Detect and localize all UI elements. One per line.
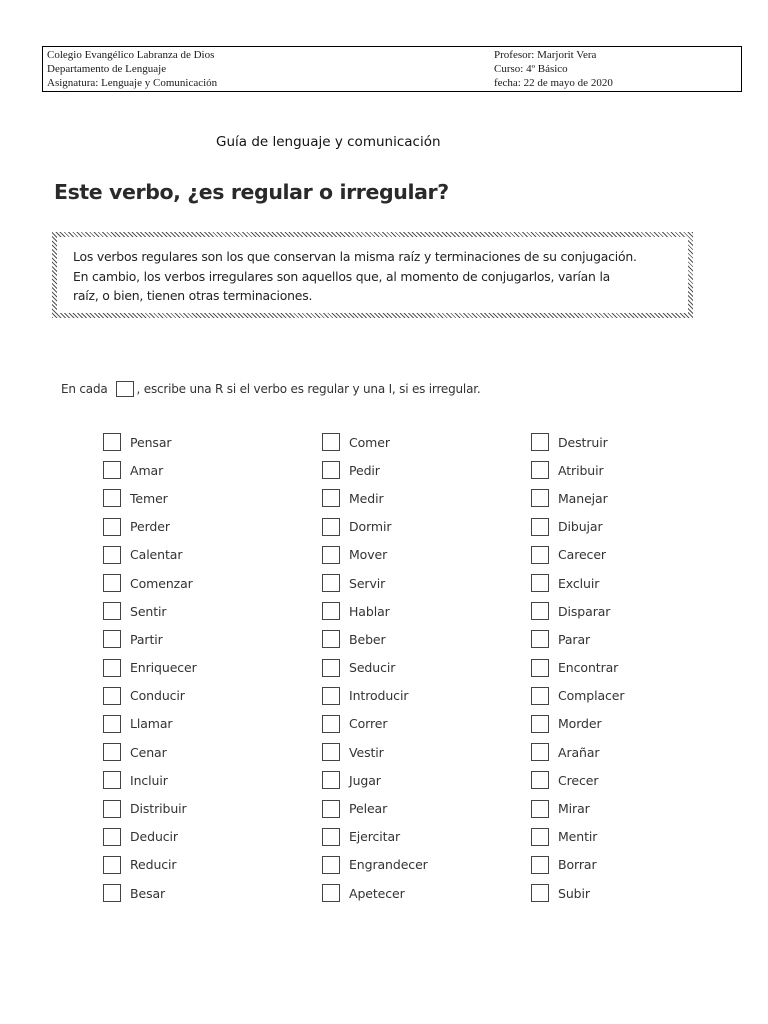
verb-label: Conducir bbox=[130, 688, 185, 704]
verb-item bbox=[531, 513, 624, 541]
verb-item bbox=[531, 738, 624, 766]
answer-box[interactable] bbox=[103, 546, 121, 564]
department: Departamento de Lenguaje bbox=[47, 63, 167, 75]
document-header bbox=[42, 46, 742, 92]
verb-label: Servir bbox=[349, 575, 386, 591]
answer-box[interactable] bbox=[103, 659, 121, 677]
verb-label: Pensar bbox=[130, 434, 172, 450]
answer-box[interactable] bbox=[322, 546, 340, 564]
verb-item bbox=[531, 682, 624, 710]
answer-box[interactable] bbox=[322, 518, 340, 536]
grade: Curso: 4º Básico bbox=[494, 63, 568, 75]
verb-label: Mirar bbox=[558, 801, 590, 817]
answer-box[interactable] bbox=[531, 800, 549, 818]
verb-item bbox=[103, 513, 197, 541]
verb-item bbox=[322, 541, 428, 569]
answer-box[interactable] bbox=[103, 856, 121, 874]
teacher: Profesor: Marjorit Vera bbox=[494, 49, 597, 61]
verb-item bbox=[322, 513, 428, 541]
verb-item bbox=[103, 541, 197, 569]
verb-item bbox=[531, 569, 624, 597]
verb-label: Correr bbox=[349, 716, 388, 732]
verb-label: Dormir bbox=[349, 519, 392, 535]
verb-label: Manejar bbox=[558, 490, 608, 506]
answer-box[interactable] bbox=[322, 800, 340, 818]
verb-label: Pelear bbox=[349, 801, 388, 817]
instruction-start: En cada bbox=[61, 382, 108, 396]
definition-line: raíz, o bien, tienen otras terminaciones. bbox=[73, 288, 313, 303]
verb-label: Amar bbox=[130, 462, 164, 478]
verb-item bbox=[103, 597, 197, 625]
verb-item bbox=[103, 682, 197, 710]
verb-label: Ejercitar bbox=[349, 829, 401, 845]
answer-box[interactable] bbox=[322, 771, 340, 789]
verb-item bbox=[322, 710, 428, 738]
verb-label: Complacer bbox=[558, 688, 625, 704]
verb-column-2 bbox=[322, 428, 428, 907]
answer-box[interactable] bbox=[531, 546, 549, 564]
verb-label: Comer bbox=[349, 434, 390, 450]
verb-label: Llamar bbox=[130, 716, 173, 732]
answer-box[interactable] bbox=[531, 771, 549, 789]
verb-item bbox=[322, 851, 428, 879]
answer-box[interactable] bbox=[103, 574, 121, 592]
verb-item bbox=[531, 710, 624, 738]
verb-item bbox=[322, 766, 428, 794]
verb-label: Mover bbox=[349, 547, 388, 563]
verb-label: Deducir bbox=[130, 829, 178, 845]
definition-line: En cambio, los verbos irregulares son aquellos que, al momento de conjugarlos, varían la bbox=[73, 268, 611, 284]
verb-label: Apetecer bbox=[349, 885, 405, 901]
verb-item bbox=[103, 484, 197, 512]
verb-label: Mentir bbox=[558, 829, 598, 845]
verb-item bbox=[103, 625, 197, 653]
answer-box[interactable] bbox=[322, 602, 340, 620]
verb-item bbox=[322, 738, 428, 766]
answer-box[interactable] bbox=[103, 687, 121, 705]
verb-item bbox=[531, 794, 624, 822]
answer-box[interactable] bbox=[322, 461, 340, 479]
verb-label: Distribuir bbox=[130, 801, 187, 817]
verb-label: Comenzar bbox=[130, 575, 193, 591]
answer-box[interactable] bbox=[103, 828, 121, 846]
answer-box[interactable] bbox=[322, 715, 340, 733]
example-checkbox bbox=[116, 381, 134, 397]
verb-label: Borrar bbox=[558, 857, 597, 873]
verb-item bbox=[103, 794, 197, 822]
verb-item bbox=[322, 484, 428, 512]
answer-box[interactable] bbox=[103, 743, 121, 761]
answer-box[interactable] bbox=[531, 884, 549, 902]
verb-item bbox=[531, 428, 624, 456]
verb-item bbox=[531, 541, 624, 569]
instructions bbox=[61, 381, 480, 397]
answer-box[interactable] bbox=[531, 518, 549, 536]
answer-box[interactable] bbox=[103, 602, 121, 620]
answer-box[interactable] bbox=[322, 828, 340, 846]
verb-item bbox=[322, 428, 428, 456]
verb-item bbox=[103, 569, 197, 597]
answer-box[interactable] bbox=[103, 800, 121, 818]
verb-label: Disparar bbox=[558, 603, 611, 619]
answer-box[interactable] bbox=[103, 518, 121, 536]
verb-item bbox=[531, 625, 624, 653]
verb-label: Medir bbox=[349, 490, 384, 506]
answer-box[interactable] bbox=[103, 884, 121, 902]
answer-box[interactable] bbox=[103, 771, 121, 789]
verb-item bbox=[531, 766, 624, 794]
verb-item bbox=[322, 597, 428, 625]
verb-label: Beber bbox=[349, 631, 386, 647]
answer-box[interactable] bbox=[322, 856, 340, 874]
verb-item bbox=[103, 851, 197, 879]
answer-box[interactable] bbox=[103, 433, 121, 451]
answer-box[interactable] bbox=[103, 489, 121, 507]
verb-label: Incluir bbox=[130, 772, 168, 788]
verb-label: Vestir bbox=[349, 744, 384, 760]
verb-item bbox=[103, 879, 197, 907]
verb-label: Partir bbox=[130, 631, 163, 647]
guide-title: Guía de lenguaje y comunicación bbox=[216, 134, 441, 150]
definition-line: Los verbos regulares son los que conservan la misma raíz y terminaciones de su conjugación. bbox=[73, 249, 637, 264]
instruction-end: , escribe una R si el verbo es regular y una I, si es irregular. bbox=[136, 382, 481, 396]
answer-box[interactable] bbox=[531, 856, 549, 874]
verb-label: Dibujar bbox=[558, 519, 603, 535]
verb-label: Carecer bbox=[558, 547, 606, 563]
verb-item bbox=[531, 484, 624, 512]
answer-box[interactable] bbox=[322, 884, 340, 902]
verb-item bbox=[103, 654, 197, 682]
page-title: Este verbo, ¿es regular o irregular? bbox=[54, 180, 449, 204]
verb-label: Perder bbox=[130, 519, 170, 535]
answer-box[interactable] bbox=[531, 715, 549, 733]
verb-label: Introducir bbox=[349, 688, 409, 704]
verb-label: Hablar bbox=[349, 603, 390, 619]
answer-box[interactable] bbox=[103, 715, 121, 733]
answer-box[interactable] bbox=[322, 574, 340, 592]
verb-label: Jugar bbox=[349, 772, 381, 788]
verb-item bbox=[531, 456, 624, 484]
answer-box[interactable] bbox=[103, 461, 121, 479]
verb-item bbox=[103, 823, 197, 851]
verb-label: Reducir bbox=[130, 857, 177, 873]
answer-box[interactable] bbox=[322, 630, 340, 648]
subject: Asignatura: Lenguaje y Comunicación bbox=[47, 77, 218, 89]
verb-item bbox=[322, 569, 428, 597]
verb-label: Besar bbox=[130, 885, 166, 901]
answer-box[interactable] bbox=[322, 687, 340, 705]
verb-label: Seducir bbox=[349, 660, 396, 676]
verb-label: Morder bbox=[558, 716, 602, 732]
verb-item bbox=[322, 823, 428, 851]
verb-item bbox=[103, 456, 197, 484]
answer-box[interactable] bbox=[531, 630, 549, 648]
verb-item bbox=[103, 738, 197, 766]
verb-label: Subir bbox=[558, 885, 590, 901]
school-info bbox=[47, 48, 217, 90]
verb-label: Pedir bbox=[349, 462, 380, 478]
date: fecha: 22 de mayo de 2020 bbox=[494, 77, 613, 89]
verb-item bbox=[322, 794, 428, 822]
class-info bbox=[494, 48, 613, 90]
verb-label: Cenar bbox=[130, 744, 167, 760]
verb-item bbox=[322, 654, 428, 682]
answer-box[interactable] bbox=[531, 461, 549, 479]
verb-label: Crecer bbox=[558, 772, 599, 788]
answer-box[interactable] bbox=[531, 574, 549, 592]
verb-label: Sentir bbox=[130, 603, 167, 619]
verb-item bbox=[322, 456, 428, 484]
verb-item bbox=[531, 597, 624, 625]
verb-item bbox=[103, 766, 197, 794]
verb-label: Enriquecer bbox=[130, 660, 197, 676]
verb-label: Destruir bbox=[558, 434, 608, 450]
verb-item bbox=[531, 823, 624, 851]
answer-box[interactable] bbox=[322, 433, 340, 451]
verb-label: Encontrar bbox=[558, 660, 619, 676]
verb-label: Parar bbox=[558, 631, 591, 647]
verb-item bbox=[103, 428, 197, 456]
verb-item bbox=[531, 851, 624, 879]
answer-box[interactable] bbox=[322, 489, 340, 507]
verb-column-1 bbox=[103, 428, 197, 907]
verb-label: Engrandecer bbox=[349, 857, 428, 873]
verb-item bbox=[103, 710, 197, 738]
verb-item bbox=[322, 625, 428, 653]
verb-item bbox=[531, 879, 624, 907]
answer-box[interactable] bbox=[531, 602, 549, 620]
verb-item bbox=[322, 879, 428, 907]
answer-box[interactable] bbox=[531, 489, 549, 507]
answer-box[interactable] bbox=[322, 743, 340, 761]
answer-box[interactable] bbox=[531, 433, 549, 451]
answer-box[interactable] bbox=[531, 828, 549, 846]
answer-box[interactable] bbox=[531, 687, 549, 705]
verb-column-3 bbox=[531, 428, 624, 907]
definition-box bbox=[52, 232, 693, 318]
verb-item bbox=[531, 654, 624, 682]
answer-box[interactable] bbox=[322, 659, 340, 677]
verb-item bbox=[322, 682, 428, 710]
verb-label: Temer bbox=[130, 490, 168, 506]
answer-box[interactable] bbox=[531, 743, 549, 761]
answer-box[interactable] bbox=[103, 630, 121, 648]
verb-label: Arañar bbox=[558, 744, 600, 760]
verb-label: Excluir bbox=[558, 575, 600, 591]
definition-text bbox=[73, 247, 681, 306]
verb-label: Atribuir bbox=[558, 462, 604, 478]
school-name: Colegio Evangélico Labranza de Dios bbox=[47, 49, 215, 61]
answer-box[interactable] bbox=[531, 659, 549, 677]
verb-label: Calentar bbox=[130, 547, 183, 563]
